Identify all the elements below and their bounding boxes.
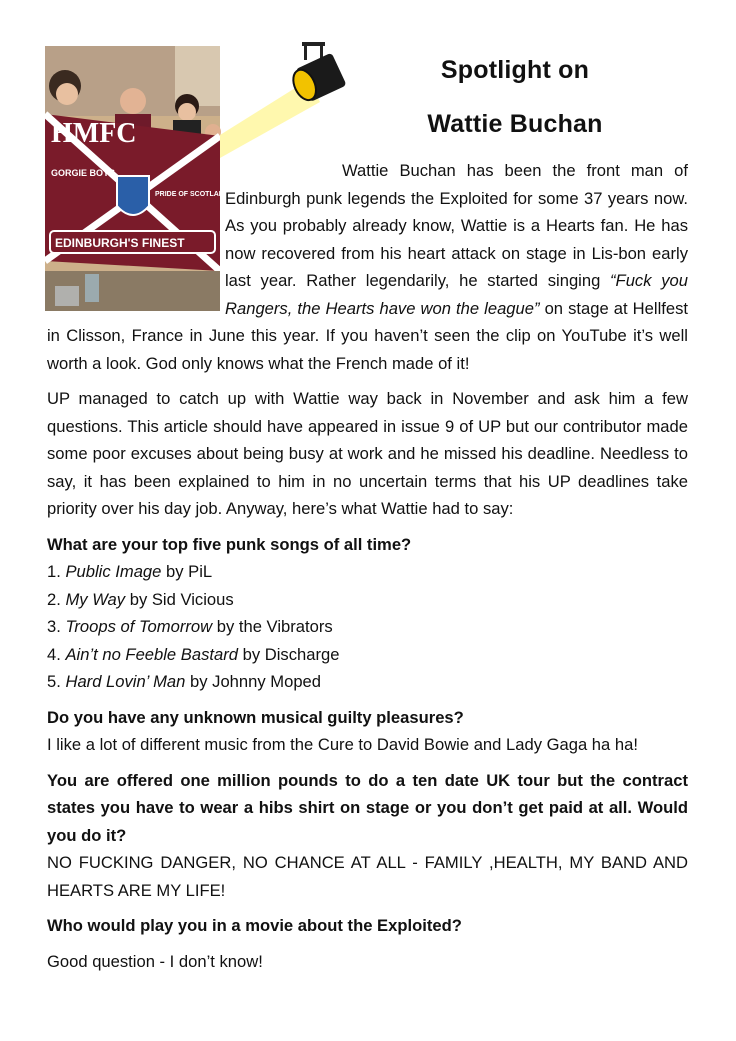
question-3: You are offered one million pounds to do a ten date UK tour but the contract states you have to wear a hibs shirt on stage or you don’t get paid at all. Would you do it? xyxy=(47,770,688,845)
question-1: What are your top five punk songs of all time? xyxy=(47,534,412,554)
song-item: 2. My Way by Sid Vicious xyxy=(47,589,234,609)
question-4-block xyxy=(47,912,688,940)
question-2: Do you have any unknown musical guilty pleasures? xyxy=(47,707,464,727)
intro-text-end: on stage at Hellfest in Clisson, France in June this year. If you haven’t seen the clip on YouTube it’s well worth a look. God only knows what the French made of it! xyxy=(47,298,688,373)
article-body xyxy=(47,157,688,983)
question-2-block xyxy=(47,704,688,759)
intro-paragraph-2: UP managed to catch up with Wattie way back in November and ask him a few questions. This article should have appeared in issue 9 of UP but our contributor made some poor excuses about being busy at work and he missed his deadline. Needless to say, it has been explained to him in no uncertain terms that his UP deadlines take priority over his day job. Anyway, here’s what Wattie had to say: xyxy=(47,389,688,518)
intro-text: Wattie Buchan has been the front man of Edinburgh punk legends the Exploited for some 37 years now. As you probably already know, Wattie is a Hearts fan. He has now recovered from his heart attack on stage in Lis-bon early last year. Rather legendarily, he started singing xyxy=(225,161,688,290)
article-title-line2: Wattie Buchan xyxy=(427,110,603,138)
song-item: 4. Ain’t no Feeble Bastard by Discharge xyxy=(47,644,340,664)
song-item: 1. Public Image by PiL xyxy=(47,562,213,581)
song-item: 3. Troops of Tomorrow by the Vibrators xyxy=(47,617,333,636)
article-title-line1: Spotlight on xyxy=(440,56,590,84)
spotlight-icon xyxy=(220,40,370,160)
flag-text-left: GORGIE BOYS xyxy=(51,168,116,178)
question-3-block xyxy=(47,767,688,905)
intro-quote: “Fuck you Rangers, the Hearts have won the league” xyxy=(225,271,688,318)
flag-letters: HMFC xyxy=(51,118,137,149)
flag-banner: EDINBURGH'S FINEST xyxy=(55,236,185,250)
question-4: Who would play you in a movie about the Exploited? xyxy=(47,916,462,935)
song-item: 5. Hard Lovin’ Man by Johnny Moped xyxy=(47,672,322,691)
answer-4: Good question - I don’t know! xyxy=(47,951,263,971)
flag-text-right: PRIDE OF SCOTLAND xyxy=(155,191,229,198)
question-1-block xyxy=(47,531,688,696)
answer-2: I like a lot of different music from the Cure to David Bowie and Lady Gaga ha ha! xyxy=(47,735,638,754)
answer-3: NO FUCKING DANGER, NO CHANCE AT ALL - FAMILY ,HEALTH, MY BAND AND HEARTS ARE MY LIFE! xyxy=(47,853,688,900)
